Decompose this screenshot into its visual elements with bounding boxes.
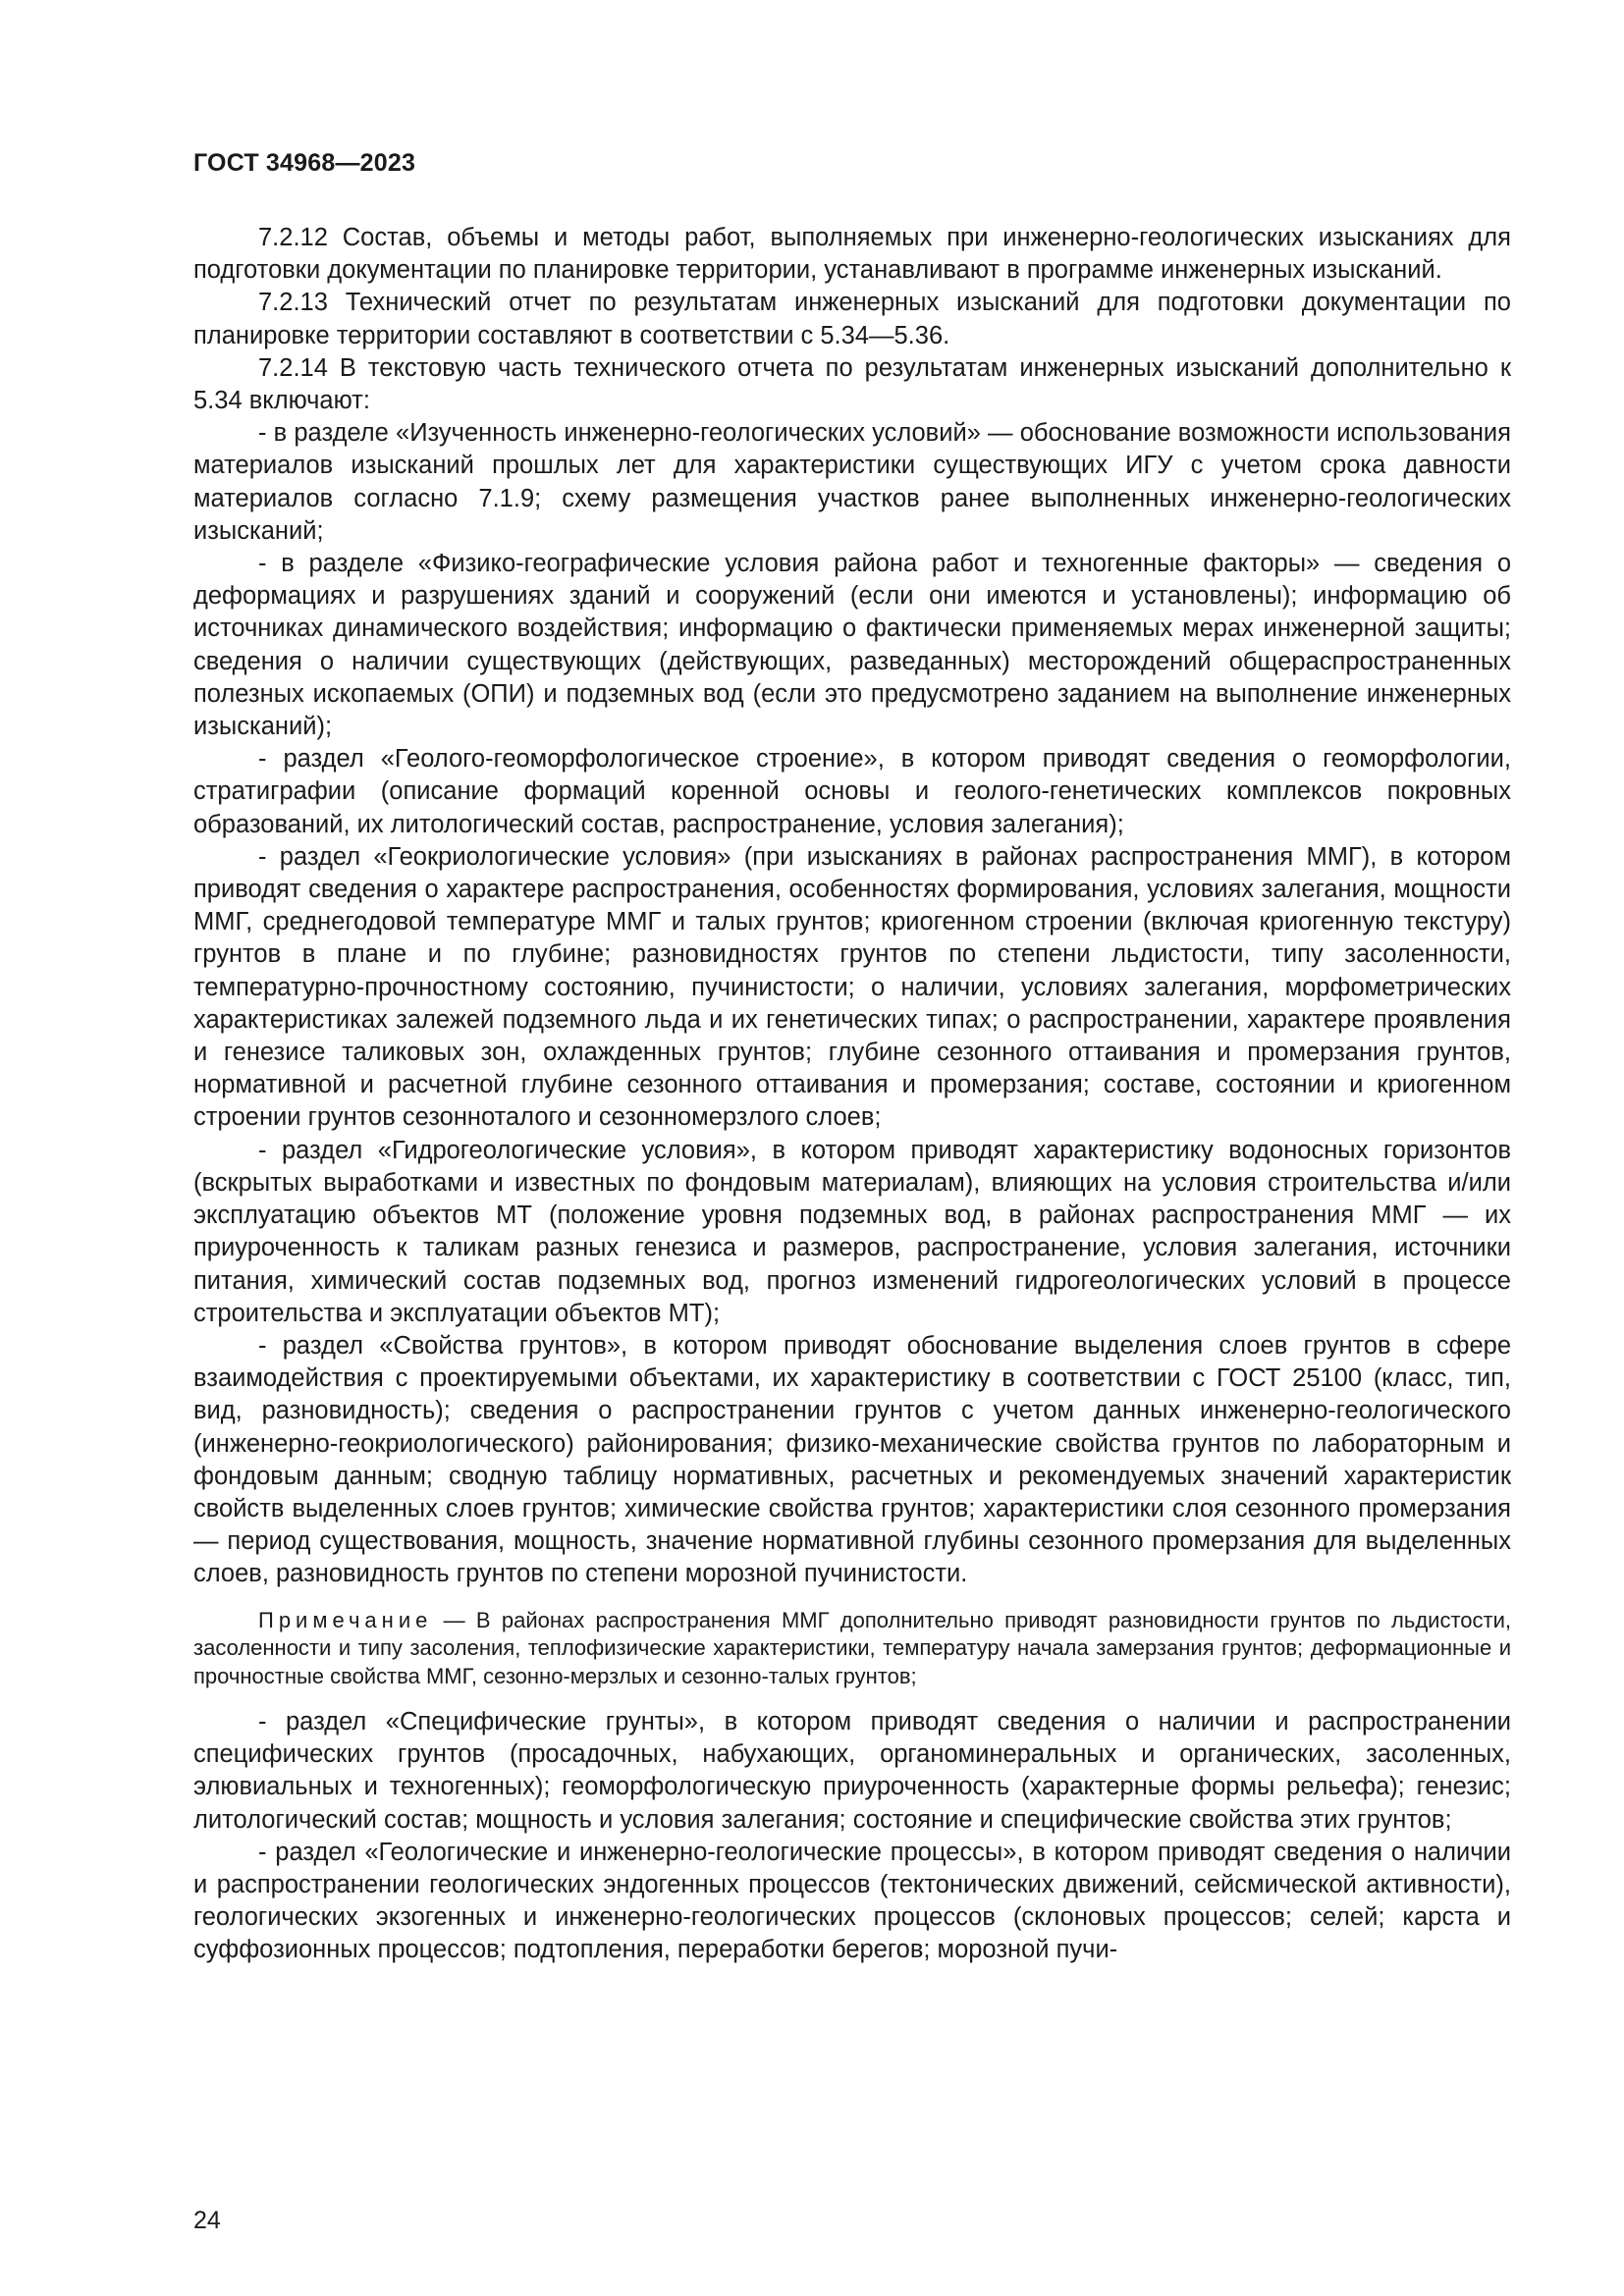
list-item-hydrogeo-section: - раздел «Гидрогеологические условия», в котором приводят характеристику водоносных горизонтов (вскрытых выработками и известных по фондовым материалам), влияющих на условия строительства и/или эксплуатацию объектов МТ (положение уровня подземных вод, в районах распространения ММГ — их приуроченность к таликам разных генезиса и размеров, распространение, условия залегания, источники питания, химический состав подземных вод, прогноз изменений гидрогеологических условий в процессе строительства и эксплуатации объектов МТ); xyxy=(193,1136,1511,1327)
list-item-geocryo-section: - раздел «Геокриологические условия» (при изысканиях в районах распространения ММГ), в котором приводят сведения о характере распространения, особенностях формирования, условиях залегания, мощности ММГ, среднегодовой температуре ММГ и талых грунтов; криогенном строении (включая криогенную текстуру) грунтов в плане и по глубине; разновидностях грунтов по степени льдистости, типу засоленности, температурно-прочностному состоянию, пучинистости; о наличии, условиях залегания, морфометрических характеристиках залежей подземного льда и их генетических типах; о распространении, характере проявления и генезисе таликовых зон, охлажденных грунтов; глубине сезонного оттаивания и промерзания грунтов, нормативной и расчетной глубине сезонного оттаивания и промерзания; составе, состоянии и криогенном строении грунтов сезонноталого и сезонномерзлого слоев; xyxy=(193,842,1511,1132)
note-text: — В районах распространения ММГ дополнительно приводят разновидности грунтов по льдистости, засоленности и типу засоления, теплофизические характеристики, температуру начала замерзания грунтов; деформационные и прочностные свойства ММГ, сезонно-мерзлых и сезонно-талых грунтов; xyxy=(193,1607,1511,1688)
paragraph-7-2-13: 7.2.13 Технический отчет по результатам инженерных изысканий для подготовки документации по планировке территории составляют в соответствии с 5.34—5.36. xyxy=(193,289,1511,349)
list-item-physgeo-section: - в разделе «Физико-географические условия района работ и техногенные факторы» — сведения о деформациях и разрушениях зданий и сооружений (если они имеются и установлены); информацию об источниках динамического воздействия; информацию о фактически применяемых мерах инженерной защиты; сведения о наличии существующих (действующих, разведанных) месторождений общераспространенных полезных ископаемых (ОПИ) и подземных вод (если это предусмотрено заданием на выполнение инженерных изысканий); xyxy=(193,550,1511,741)
list-item-study-section: - в разделе «Изученность инженерно-геологических условий» — обоснование возможности использования материалов изысканий прошлых лет для характеристики существующих ИГУ с учетом срока давности материалов согласно 7.1.9; схему размещения участков ранее выполненных инженерно-геологических изысканий; xyxy=(193,419,1511,545)
list-item-geomorph-section: - раздел «Геолого-геоморфологическое строение», в котором приводят сведения о геоморфологии, стратиграфии (описание формаций коренной основы и геолого-генетических комплексов покровных образований, их литологический состав, распространение, условия залегания); xyxy=(193,745,1511,838)
document-body xyxy=(193,222,1511,1967)
paragraph-7-2-14: 7.2.14 В текстовую часть технического отчета по результатам инженерных изысканий дополнительно к 5.34 включают: xyxy=(193,353,1511,415)
note xyxy=(193,1607,1511,1691)
list-item-geo-processes-section: - раздел «Геологические и инженерно-геологические процессы», в котором приводят сведения о наличии и распространении геологических эндогенных процессов (тектонических движений, сейсмической активности), геологических экзогенных и инженерно-геологических процессов (склоновых процессов; селей; карста и суффозионных процессов; подтопления, переработки берегов; морозной пучи- xyxy=(193,1838,1511,1964)
page-number: 24 xyxy=(193,2207,221,2234)
document-header: ГОСТ 34968—2023 xyxy=(193,149,416,177)
list-item-specific-soils-section: - раздел «Специфические грунты», в котором приводят сведения о наличии и распространении специфических грунтов (просадочных, набухающих, органоминеральных и органических, засоленных, элювиальных и техногенных); геоморфологическую приуроченность (характерные формы рельефа); генезис; литологический состав; мощность и условия залегания; состояние и специфические свойства этих грунтов; xyxy=(193,1708,1511,1834)
paragraph-7-2-12: 7.2.12 Состав, объемы и методы работ, выполняемых при инженерно-геологических изысканиях для подготовки документации по планировке территории, устанавливают в программе инженерных изысканий. xyxy=(193,224,1511,285)
note-label: Примечание xyxy=(258,1607,433,1632)
list-item-soil-properties-section: - раздел «Свойства грунтов», в котором приводят обоснование выделения слоев грунтов в сфере взаимодействия с проектируемыми объектами, их характеристику в соответствии с ГОСТ 25100 (класс, тип, вид, разновидность); сведения о распространении грунтов с учетом данных инженерно-геологического (инженерно-геокриологического) районирования; физико-механические свойства грунтов по лабораторным и фондовым данным; сводную таблицу нормативных, расчетных и рекомендуемых значений характеристик свойств выделенных слоев грунтов; химические свойства грунтов; характеристики слоя сезонного промерзания — период существования, мощность, значение нормативной глубины сезонного промерзания для выделенных слоев, разновидность грунтов по степени морозной пучинистости. xyxy=(193,1331,1511,1588)
